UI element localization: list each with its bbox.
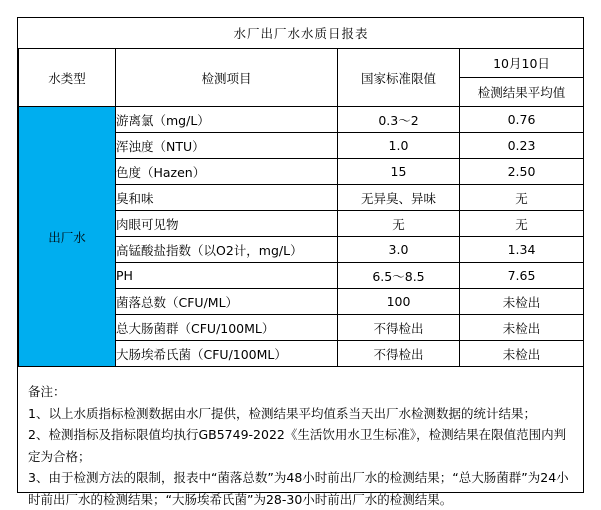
test-item-name: 总大肠菌群（CFU/100ML） [116,315,338,341]
water-quality-report-table [18,18,584,367]
header-date: 10月10日 [460,49,584,78]
result-value: 0.76 [460,107,584,133]
result-value: 7.65 [460,263,584,289]
header-result-average: 检测结果平均值 [460,78,584,107]
result-value: 无 [460,185,584,211]
standard-value: 0.3～2 [338,107,460,133]
notes-block [18,367,583,510]
test-item-name: 菌落总数（CFU/ML） [116,289,338,315]
standard-value: 15 [338,159,460,185]
standard-value: 3.0 [338,237,460,263]
result-value: 0.23 [460,133,584,159]
notes-line-1: 1、以上水质指标检测数据由水厂提供，检测结果平均值系当天出厂水检测数据的统计结果； [28,405,536,421]
standard-value: 无 [338,211,460,237]
test-item-name: 臭和味 [116,185,338,211]
test-item-name: PH [116,263,338,289]
table-header-row-1 [19,49,584,78]
header-test-item: 检测项目 [116,49,338,107]
standard-value: 1.0 [338,133,460,159]
header-water-type: 水类型 [19,49,116,107]
standard-value: 100 [338,289,460,315]
standard-value: 6.5～8.5 [338,263,460,289]
standard-value: 不得检出 [338,341,460,367]
notes-label: 备注： [28,384,66,399]
standard-value: 无异臭、异味 [338,185,460,211]
notes-line-2: 2、检测指标及指标限值均执行GB5749-2022《生活饮用水卫生标准》，检测结果在限值范围内判定为合格； [28,427,567,464]
test-item-name: 色度（Hazen） [116,159,338,185]
header-national-standard: 国家标准限值 [338,49,460,107]
test-item-name: 游离氯（mg/L） [116,107,338,133]
page-title: 水厂出厂水水质日报表 [19,18,584,49]
result-value: 未检出 [460,341,584,367]
test-item-name: 高锰酸盐指数（以O2计，mg/L） [116,237,338,263]
result-value: 2.50 [460,159,584,185]
notes-line-3: 3、由于检测方法的限制，报表中“菌落总数”为48小时前出厂水的检测结果；“总大肠菌群”为24小时前出厂水的检测结果；“大肠埃希氏菌”为28-30小时前出厂水的检测结果。 [28,470,569,507]
test-item-name: 浑浊度（NTU） [116,133,338,159]
water-type-value: 出厂水 [19,107,116,367]
table-title-row [19,18,584,49]
test-item-name: 大肠埃希氏菌（CFU/100ML） [116,341,338,367]
table-row [19,107,584,133]
test-item-name: 肉眼可见物 [116,211,338,237]
result-value: 未检出 [460,289,584,315]
report-page [17,17,584,507]
standard-value: 不得检出 [338,315,460,341]
result-value: 1.34 [460,237,584,263]
result-value: 未检出 [460,315,584,341]
result-value: 无 [460,211,584,237]
